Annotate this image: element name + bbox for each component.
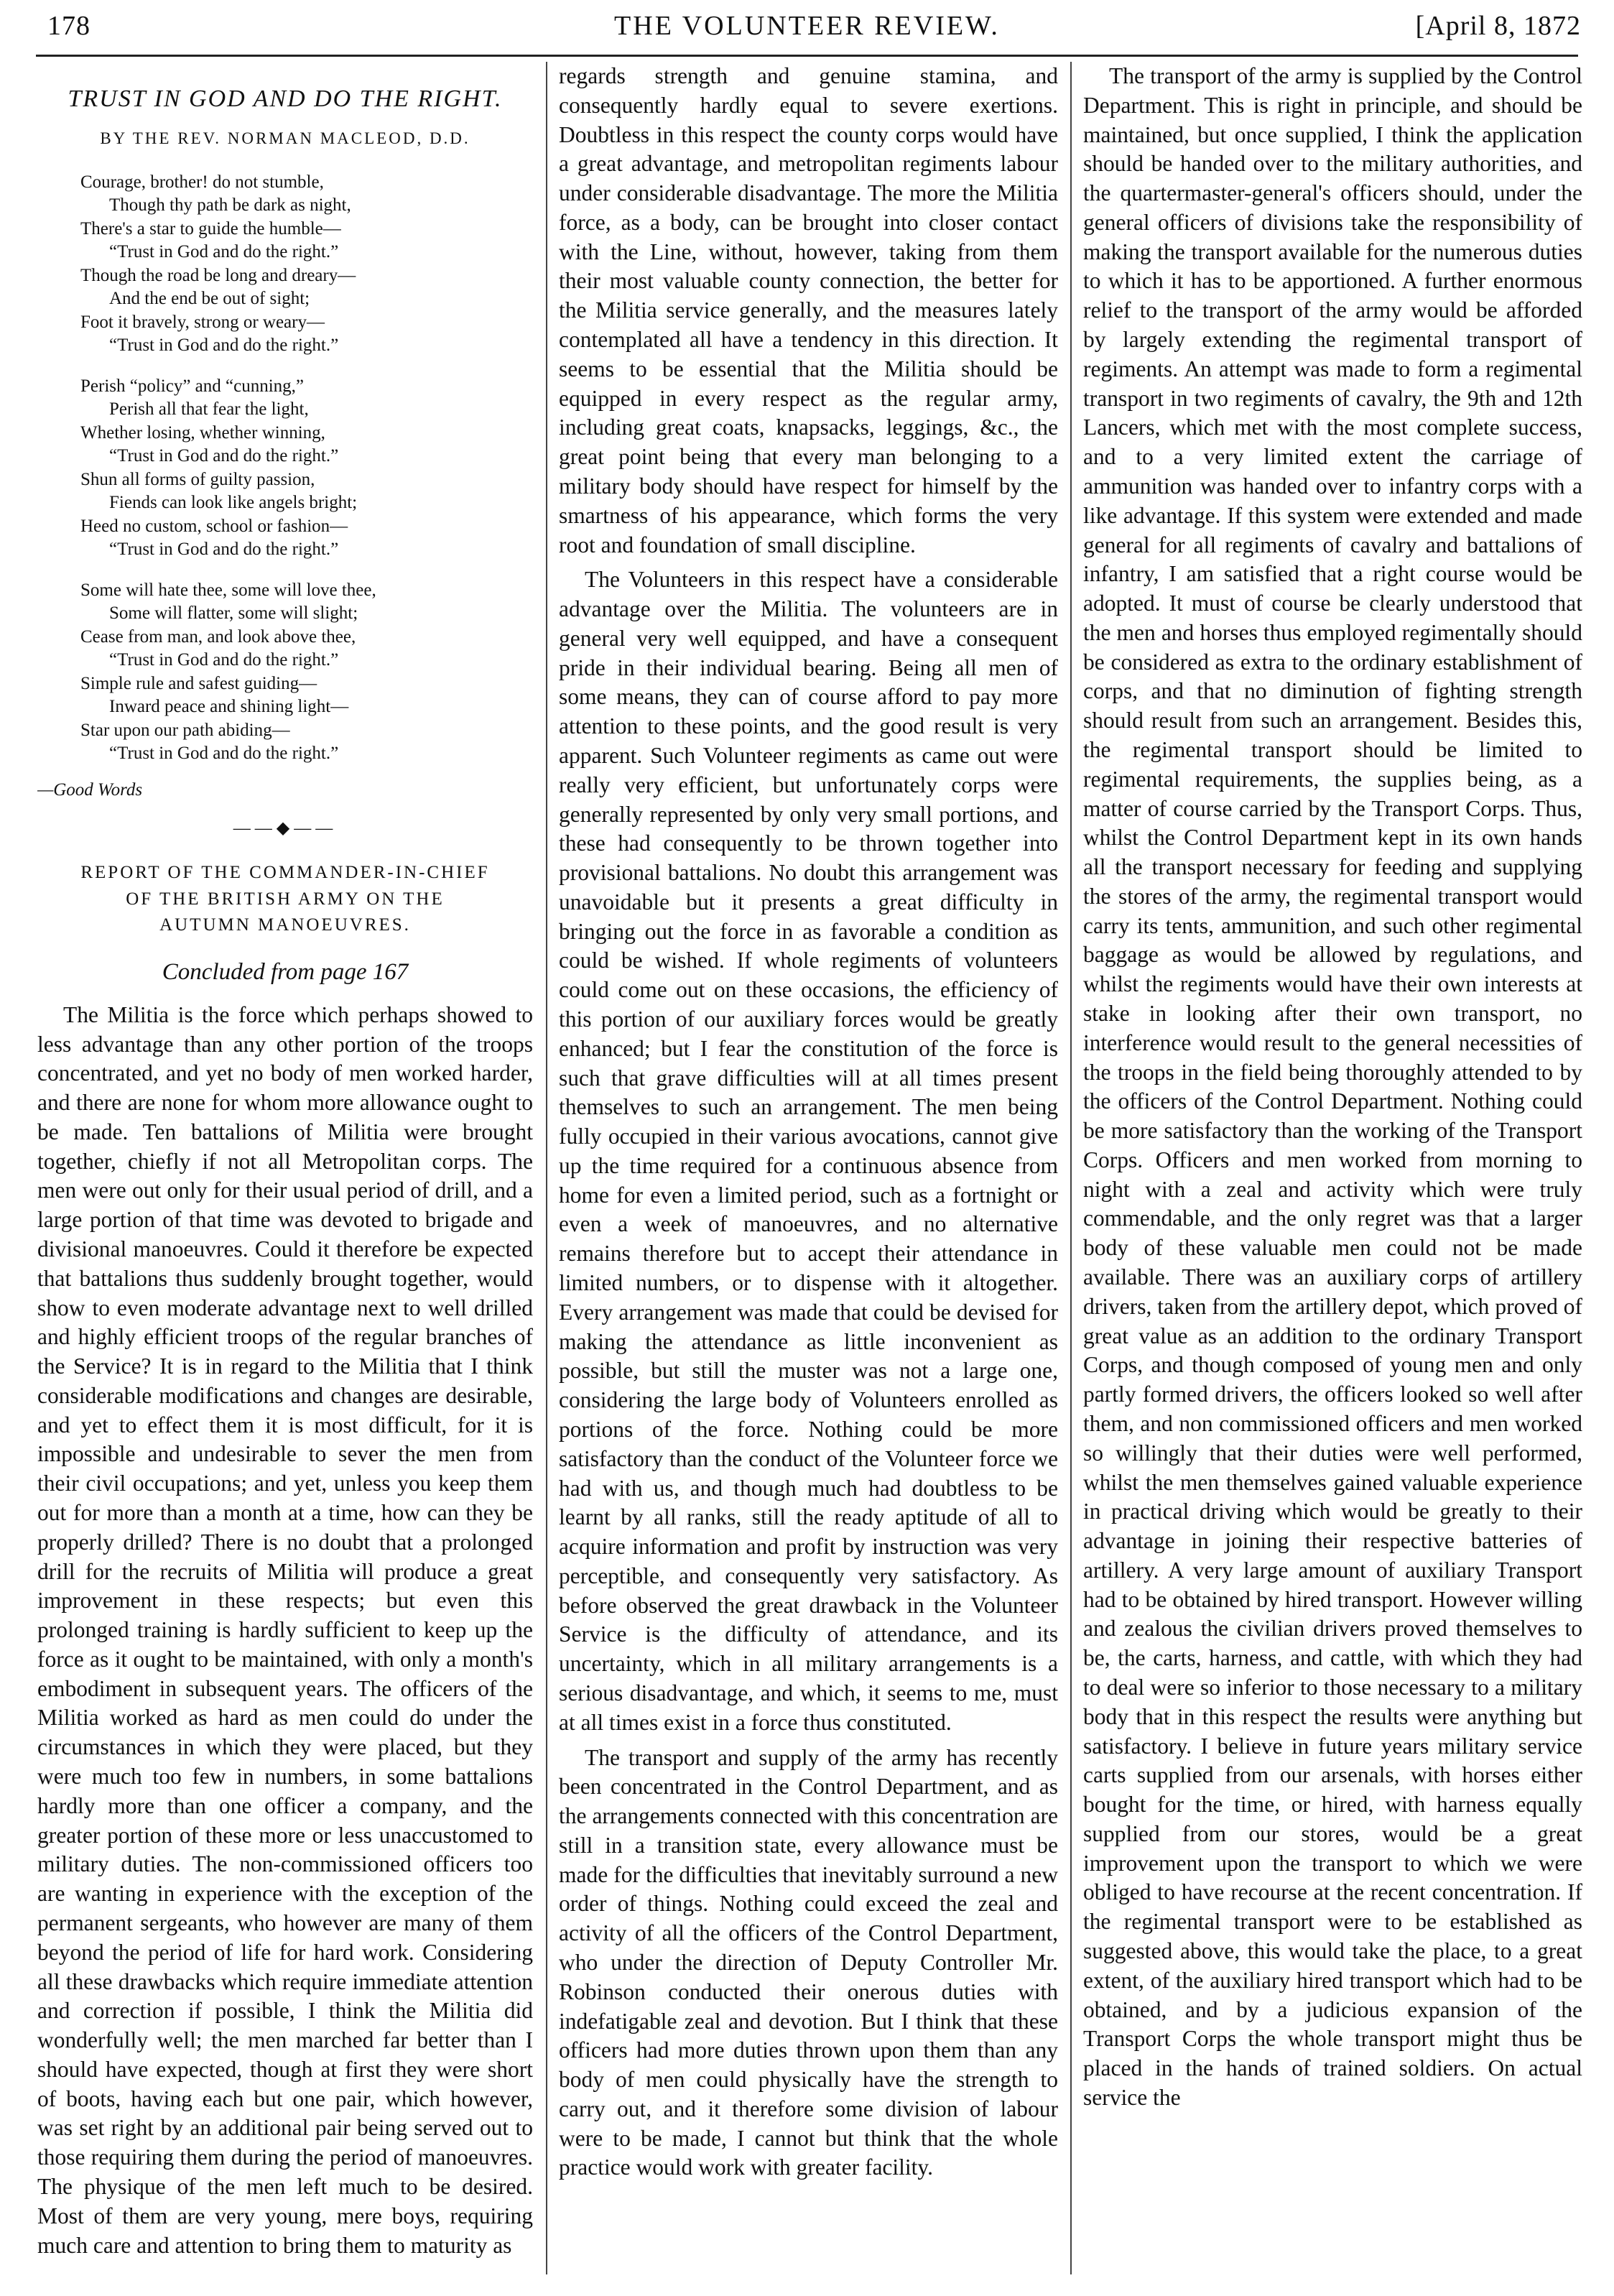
page-number: 178 (47, 11, 91, 41)
report-title-line: AUTUMN MANOEUVRES. (159, 915, 411, 935)
poem-line: Star upon our path abiding— (80, 720, 290, 740)
poem-line: Perish all that fear the light, (109, 399, 309, 420)
poem-line: “Trust in God and do the right.” (109, 744, 339, 764)
poem-line: Shun all forms of guilty passion, (80, 469, 315, 489)
poem-line: Heed no custom, school or fashion— (80, 516, 348, 536)
report-paragraph: The Militia is the force which perhaps showed to less advantage than any other portion of the troops concentrated, and yet no body of men worked harder, and there are none for whom more allowance ought to be made. Ten battalions of Militia were brought together, chiefly if not all Metropolitan corps. The men were out only for their usual period of drill, and a large portion of that time was devoted to brigade and divisional manoeuvres. Could it therefore be expected that battalions thus suddenly brought together, would show to even moderate advantage next to well drilled and highly efficient troops of the regular branches of the Service? It is in regard to the Militia that I think considerable modifications and changes are desirable, and yet to effect them it is most difficult, for it is impossible and undesirable to sever the men from their civil occupations; and yet, unless you keep them out for more than a month at a time, how can they be properly drilled? There is no doubt that a prolonged drill for the recruits of Militia will produce a great improvement in these respects; but even this prolonged training is hardly sufficient to keep up the force as it ought to be maintained, with only a month's embodiment in subsequent years. The officers of the Militia worked as hard as men could do under the circumstances in which they were placed, but they were much too few in numbers, in some battalions hardly more than one officer a company, and the greater portion of these more or less unaccustomed to military duties. The non-commissioned officers too are wanting in experience with the exception of the permanent sergeants, who however are many of them beyond the period of life for hard work. Considering all these drawbacks which require immediate attention and correction if possible, I think the Militia did wonderfully well; the men marched far better than I should have expected, though at first they were short of boots, having each but one pair, which however, was set right by an additional pair being served out to those requiring them during the period of manoeuvres. The physique of the men left much to be desired. Most of them are very young, mere boys, requiring much care and attention to bring them to maturity as (37, 1001, 533, 2258)
poem-line: Some will hate thee, some will love thee, (80, 580, 376, 600)
poem-line: “Trust in God and do the right.” (109, 446, 339, 466)
poem-line: “Trust in God and do the right.” (109, 242, 339, 262)
column-2 (559, 62, 1058, 2279)
column-3 (1083, 62, 1582, 2279)
report-paragraph-continued: regards strength and genuine stamina, and consequently hardly equal to severe exertions. Doubtless in this respect the county corps would have a great advantage, and metropolitan regiments labour under considerable disadvantage. The more the Militia force, as a body, can be brought into closer contact with the Line, without, however, taking from them their most valuable county connection, the better for the Militia service generally, and the measures lately contemplated all have a tendency in this direction. It seems to be essential that the Militia should be equipped in every respect as the regular army, including great coats, knapsacks, leggings, &c., the great point being that every man belonging to a military body should have respect for himself by the smartness of his appearance, which forms the very root and foundation of small discipline. (559, 63, 1058, 557)
poem-line: Inward peace and shining light— (109, 697, 349, 717)
report-paragraph: The transport of the army is supplied by the Control Department. This is right in principle, and should be maintained, but once supplied, I think the application should be handed over to the military authorities, and the quartermaster-general's officers should, under the general officers of divisions take the responsibility of making the transport available for the numerous duties to which it has to be apportioned. A further enormous relief to the transport of the army would be afforded by largely extending the regimental transport of regiments. An attempt was made to form a regimental transport in two regiments of cavalry, the 9th and 12th Lancers, which met with the most complete success, and to a very limited extent the carriage of ammunition was handed over to infantry corps with a like advantage. If this system were extended and made general for all regiments of cavalry and battalions of infantry, I am satisfied that a right course would be adopted. It must of course be clearly understood that the men and horses thus employed regimentally should be considered as extra to the ordinary establishment of corps, and that no diminution of fighting strength should result from such an arrangement. Besides this, the regimental transport should be limited to regimental requirements, the supplies being, as a matter of course carried by the Transport Corps. Thus, whilst the Control Department kept in its own hands all the transport necessary for feeding and supplying the stores of the army, the regimental transport would carry its tents, ammunition, and such other regimental baggage as would be allowed by regulations, and whilst the regiments would have their own interests at stake in looking after their own transport, no interference would result to the general necessities of the troops in the field being thoroughly attended to by the officers of the Control Department. Nothing could be more satisfactory than the working of the Transport Corps. Officers and men worked from morning to night with a zeal and activity which were truly commendable, and the only regret was that a larger body of these valuable men could not be made available. There was an auxiliary corps of artillery drivers, taken from the artillery depot, which proved of great value as an addition to the ordinary Transport Corps, and though composed of young men and only partly formed drivers, the officers looked so well after them, and non commissioned officers and men worked so willingly that their duties were well performed, whilst the men themselves gained valuable experience in practical driving which would be greatly to their advantage in joining their respective batteries of artillery. A very large amount of auxiliary Transport had to be obtained by hired transport. However willing and zealous the civilian drivers proved themselves to be, the carts, harness, and cattle, with which they had to deal were so inferior to those necessary to a military body that in this respect the results were anything but satisfactory. I believe in future years military service carts supplied from our arsenals, with horses either bought for the time, or hired, with harness equally supplied from our stores, would be a great improvement upon the transport to which we were obliged to have recourse at the recent concentration. If the regimental transport were to be established as suggested above, this would take the place, to a great extent, of the auxiliary hired transport which had to be obtained, and by a judicious expansion of the Transport Corps the whole transport might thus be placed in the hands of trained soldiers. On actual service the (1083, 63, 1582, 2110)
column-rule (1070, 62, 1072, 2274)
report-title (37, 860, 533, 938)
column-1 (37, 62, 533, 2279)
poem-line: Whether losing, whether winning, (80, 422, 325, 443)
poem-line: “Trust in God and do the right.” (109, 335, 339, 356)
report-paragraph: The transport and supply of the army has recently been concentrated in the Control Department, and as the arrangements connected with this concentration are still in a transition state, every allowance must be made for the difficulties that inevitably surround a new order of things. Nothing could exceed the zeal and activity of all the officers of the Control Department, who under the direction of Deputy Controller Mr. Robinson conducted their onerous duties with indefatigable zeal and devotion. But I think that these officers had more duties thrown upon them than any body of men could physically have the strength to carry out, and it therefore some division of labour were to be made, I cannot but think that the whole practice would work with greater facility. (559, 1744, 1058, 2180)
poem-line: Simple rule and safest guiding— (80, 673, 317, 693)
column-rule (546, 62, 547, 2274)
publication-title: THE VOLUNTEER REVIEW. (614, 11, 1000, 41)
poem-line: And the end be out of sight; (109, 289, 310, 309)
poem-line: Foot it bravely, strong or weary— (80, 312, 325, 332)
poem-line: There's a star to guide the humble— (80, 218, 341, 239)
poem-stanza (37, 579, 533, 766)
header-rule (36, 55, 1578, 57)
section-divider: ——◆—— (233, 819, 338, 838)
poem-line: Some will flatter, some will slight; (109, 603, 358, 624)
poem-line: “Trust in God and do the right.” (109, 540, 339, 560)
poem-line: “Trust in God and do the right.” (109, 650, 339, 670)
poem-line: Perish “policy” and “cunning,” (80, 376, 305, 396)
poem-source: —Good Words (37, 779, 143, 800)
poem-line: Courage, brother! do not stumble, (80, 172, 324, 192)
page-header (29, 4, 1585, 47)
issue-date: [April 8, 1872 (1415, 11, 1581, 41)
report-title-line: OF THE BRITISH ARMY ON THE (126, 889, 445, 909)
continuation-note: Concluded from page 167 (162, 959, 409, 985)
poem-stanza (37, 171, 533, 358)
report-title-line: REPORT OF THE COMMANDER-IN-CHIEF (80, 863, 490, 883)
poem-line: Though the road be long and dreary— (80, 265, 356, 285)
poem-line: Cease from man, and look above thee, (80, 626, 356, 647)
poem-stanza (37, 375, 533, 562)
report-paragraph: The Volunteers in this respect have a considerable advantage over the Militia. The volunteers are in general very well equipped, and have a consequent pride in their individual bearing. Being all men of some means, they can of course afford to pay more attention to these points, and the good result is very apparent. Such Volunteer regiments as came out were really very efficient, but unfortunately corps were generally represented by only very small portions, and these had consequently to be thrown together into provisional battalions. No doubt this arrangement was unavoidable but it presents a great difficulty in bringing out the force in as favorable a condition as could be wished. If whole regiments of volunteers could come out on these occasions, the efficiency of this portion of our auxiliary forces would be greatly enhanced; but I fear the constitution of the force is such that grave difficulties will at all times present themselves to such an arrangement. The men being fully occupied in their various avocations, cannot give up the time required for a continuous absence from home for even a limited period, such as a fortnight or even a week of manoeuvres, and no alternative remains therefore but to accept their attendance in limited numbers, or to dispense with it altogether. Every arrangement was made that could be devised for making the attendance as little inconvenient as possible, but still the muster was not a large one, considering the large body of Volunteers enrolled as portions of the force. Nothing could be more satisfactory than the conduct of the Volunteer force we had with us, and though much had doubtless to be learnt by all ranks, still the ready aptitude of all to acquire information and profit by instruction was very perceptible, and consequently very satisfactory. As before observed the great drawback in the Volunteer Service is the difficulty of attendance, and its uncertainty, which in all military arrangements is a serious disadvantage, and which, it seems to me, must at all times exist in a force thus constituted. (559, 567, 1058, 1735)
poem-line: Fiends can look like angels bright; (109, 493, 358, 513)
poem-line: Though thy path be dark as night, (109, 195, 351, 216)
poem-byline: BY THE REV. NORMAN MACLEOD, D.D. (100, 129, 470, 148)
poem-title: TRUST IN GOD AND DO THE RIGHT. (68, 85, 503, 112)
